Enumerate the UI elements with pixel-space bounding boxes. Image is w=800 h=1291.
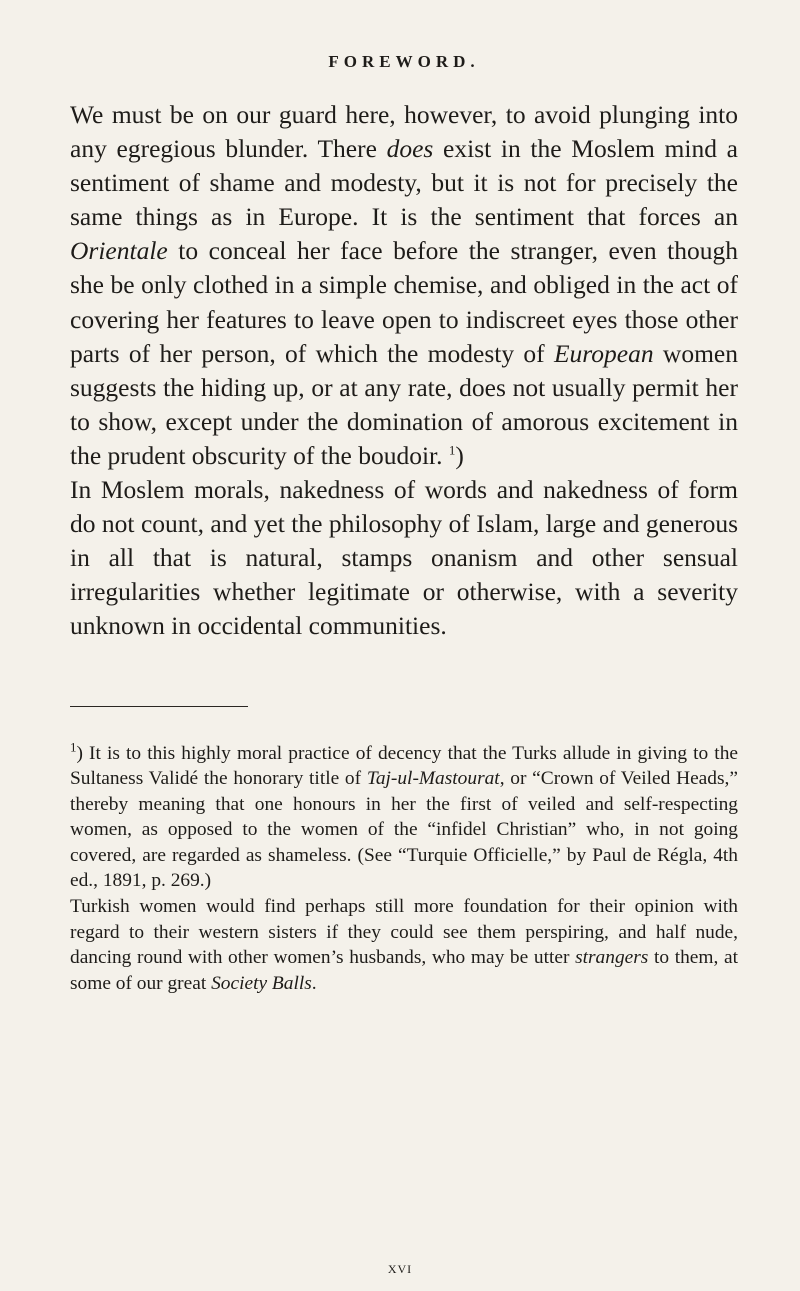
text-run: to them, at some of our great [70, 947, 738, 994]
text-run: exist in the Moslem mind a sentiment of shame and modesty, but it is not for precisely the same things as in Europe. It is the sentiment that forces an [70, 134, 738, 232]
italic-orientale: Orientale [70, 236, 168, 266]
italic-does: does [386, 134, 434, 164]
footnotes [70, 741, 738, 997]
text-run: ) [455, 440, 464, 470]
footnote-1 [70, 741, 738, 895]
italic-taj: Taj-ul-Mastourat [366, 768, 500, 790]
text-run: . [311, 972, 317, 994]
footnote-continuation [70, 894, 738, 996]
text-run: to conceal her face before the stranger, even though she be only clothed in a simple chemise, and obliged in the act of covering her features to leave open to indiscreet eyes those other parts of her person, of which the modesty of [70, 236, 738, 368]
italic-society-balls: Society Balls [211, 972, 312, 994]
running-header: FOREWORD. [328, 52, 480, 71]
text-run: We must be on our guard here, however, to avoid plunging into any egregious blunder. There [70, 100, 738, 164]
text-run: women suggests the hiding up, or at any rate, does not usually permit her to show, except under the domination of amorous excitement in the prudent obscurity of the boudoir. [70, 338, 738, 470]
footnote-reference: 1 [448, 442, 456, 458]
footnote-divider [70, 706, 248, 707]
text-run: ) It is to this highly moral practice of decency that the Turks allude in giving to the Sultaness Validé the honorary title of [70, 742, 738, 790]
paragraph-2: In Moslem morals, nakedness of words and nakedness of form do not count, and yet the philosophy of Islam, large and generous in all that is natural, stamps onanism and other sensual irregularities whether legitimate or otherwise, with a severity unknown in occidental communities. [70, 475, 738, 641]
book-page [70, 52, 738, 996]
footnote-marker: 1 [70, 739, 77, 755]
paragraph-1 [70, 98, 738, 473]
italic-european: European [553, 338, 654, 368]
text-run: , or “Crown of Veiled Heads,” thereby meaning that one honours in her the first of veiled and self-respecting women, as opposed to the women of the “infidel Christian” who, in not going covered, are regarded as shameless. (See “Turquie Officielle,” by Paul de Régla, 4th ed., 1891, p. 269.) [70, 768, 738, 892]
main-text [70, 98, 738, 644]
text-run: Turkish women would find perhaps still more foundation for their opinion with regard to their western sisters if they could see them perspiring, and half nude, dancing round with other women’s husbands, who may be utter [70, 896, 738, 969]
page-number: XVI [387, 1262, 413, 1276]
italic-strangers: strangers [575, 947, 649, 969]
